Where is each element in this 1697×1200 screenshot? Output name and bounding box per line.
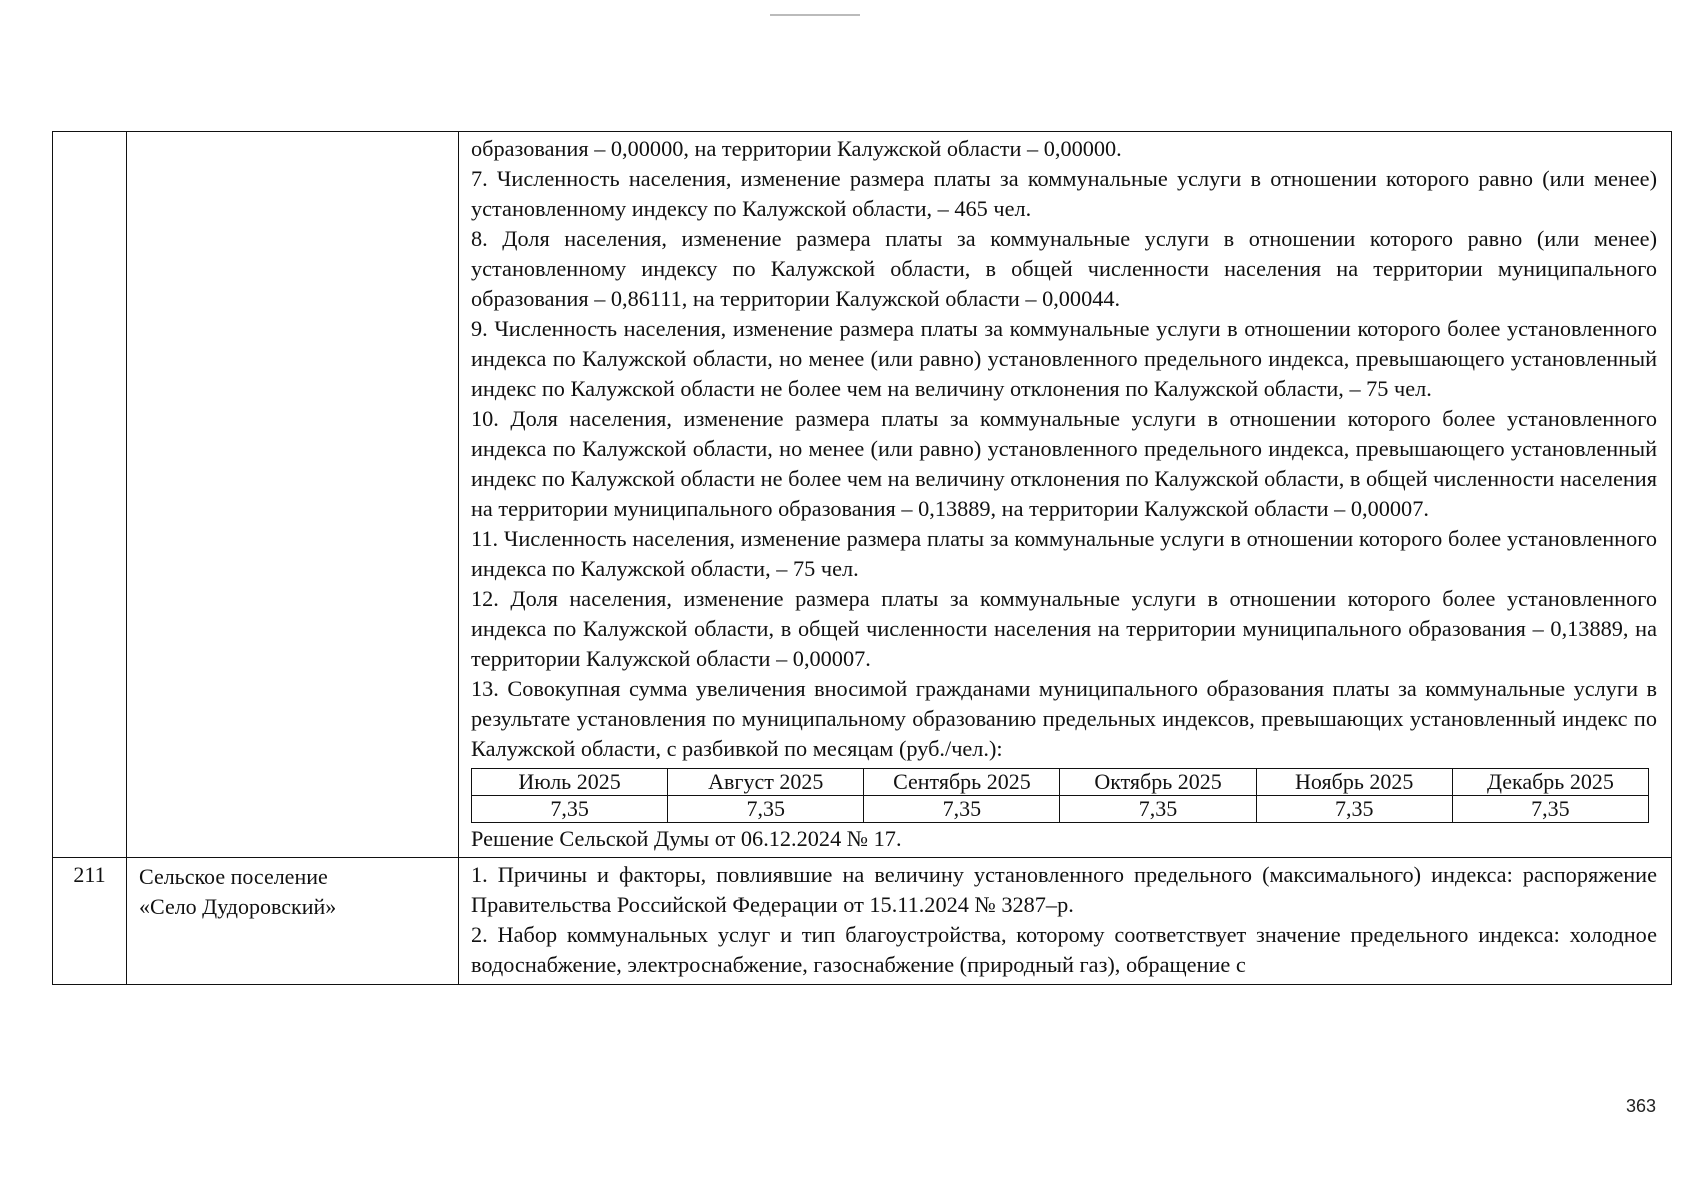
paragraph: 7. Численность населения, изменение размера платы за коммунальные услуги в отношении которого равно (или менее) установленному индексу по Калужской области, – 465 чел. — [471, 166, 1657, 221]
paragraph: 2. Набор коммунальных услуг и тип благоустройства, которому соответствует значение предельного индекса: холодное водоснабжение, электроснабжение, газоснабжение (природный газ), обращение с — [471, 922, 1657, 977]
paragraph: 13. Совокупная сумма увеличения вносимой гражданами муниципального образования платы за коммунальные услуги в результате установления по муниципальному образованию предельных индексов, превышающих установленный индекс по Калужской области, с разбивкой по месяцам (руб./чел.): — [471, 676, 1657, 761]
index-table — [52, 131, 1672, 985]
indicators-cell — [459, 858, 1672, 985]
paragraph: 9. Численность населения, изменение размера платы за коммунальные услуги в отношении которого более установленного индекса по Калужской области, но менее (или равно) установленного предельного индекса, превышающего установленный индекс по Калужской области не более чем на величину отклонения по Калужской области, – 75 чел. — [471, 316, 1657, 401]
month-header: Ноябрь 2025 — [1256, 769, 1452, 796]
row-number-cell: 211 — [53, 858, 127, 985]
month-value: 7,35 — [1060, 796, 1256, 823]
top-scan-mark — [770, 14, 860, 16]
indicators-cell — [459, 132, 1672, 858]
decision-reference: Решение Сельской Думы от 06.12.2024 № 17. — [471, 826, 902, 851]
municipality-name-line: «Село Дудоровский» — [139, 894, 337, 919]
table-row — [53, 132, 1672, 858]
monthly-amount-table — [471, 768, 1649, 823]
month-header: Июль 2025 — [472, 769, 668, 796]
month-value: 7,35 — [668, 796, 864, 823]
paragraph: 12. Доля населения, изменение размера платы за коммунальные услуги в отношении которого более установленного индекса по Калужской области, в общей численности населения на территории муниципального образования – 0,13889, на территории Калужской области – 0,00007. — [471, 586, 1657, 671]
municipality-name-cell — [127, 132, 459, 858]
paragraph: 10. Доля населения, изменение размера платы за коммунальные услуги в отношении которого более установленного индекса по Калужской области, но менее (или равно) установленного предельного индекса, превышающего установленный индекс по Калужской области не более чем на величину отклонения по Калужской области, в общей численности населения на территории муниципального образования – 0,13889, на территории Калужской области – 0,00007. — [471, 406, 1657, 521]
months-value-row — [472, 796, 1649, 823]
page-number: 363 — [1626, 1096, 1657, 1116]
month-header: Октябрь 2025 — [1060, 769, 1256, 796]
paragraph: 8. Доля населения, изменение размера платы за коммунальные услуги в отношении которого равно (или менее) установленному индексу по Калужской области, в общей численности населения на территории муниципального образования – 0,86111, на территории Калужской области – 0,00044. — [471, 226, 1657, 311]
table-row — [53, 858, 1672, 985]
month-value: 7,35 — [472, 796, 668, 823]
month-value: 7,35 — [864, 796, 1060, 823]
municipality-name-line: Сельское поселение — [139, 864, 328, 889]
month-header: Август 2025 — [668, 769, 864, 796]
month-header: Сентябрь 2025 — [864, 769, 1060, 796]
month-header: Декабрь 2025 — [1452, 769, 1648, 796]
paragraph: 11. Численность населения, изменение размера платы за коммунальные услуги в отношении которого более установленного индекса по Калужской области, – 75 чел. — [471, 526, 1657, 581]
months-header-row — [472, 769, 1649, 796]
month-value: 7,35 — [1452, 796, 1648, 823]
paragraph: 1. Причины и факторы, повлиявшие на величину установленного предельного (максимального) индекса: распоряжение Правительства Российской Федерации от 15.11.2024 № 3287–р. — [471, 862, 1657, 917]
month-value: 7,35 — [1256, 796, 1452, 823]
municipality-name-cell — [127, 858, 459, 985]
row-number-cell — [53, 132, 127, 858]
paragraph: образования – 0,00000, на территории Калужской области – 0,00000. — [471, 136, 1122, 161]
